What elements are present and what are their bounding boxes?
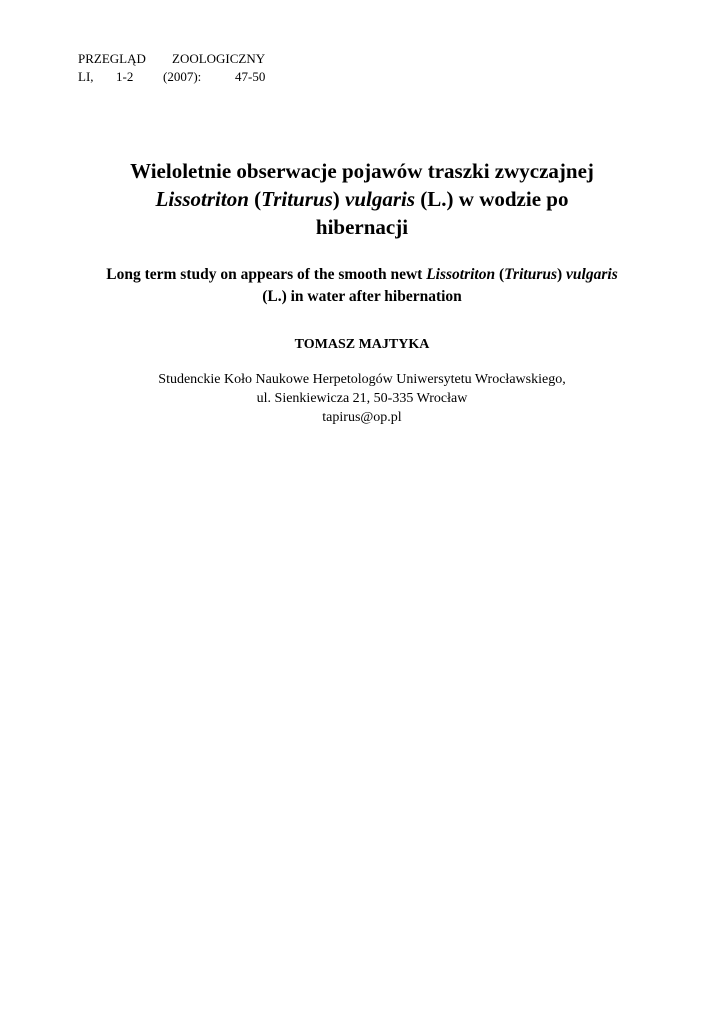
author-affiliation [60,370,664,427]
title-line-2: Lissotriton (Triturus) vulgaris (L.) w wodzie po [155,187,569,211]
subtitle-line-2: (L.) in water after hibernation [262,288,462,305]
title-line-3: hibernacji [315,215,409,239]
subtitle-subgenus: Triturus [504,266,557,283]
journal-name-row [78,50,265,68]
english-title [60,264,664,308]
journal-issue: 1-2 [116,69,134,84]
title-genus: Lissotriton [155,187,249,211]
author-email[interactable]: tapirus@op.pl [322,410,402,425]
journal-header [78,50,265,86]
journal-name-2: ZOOLOGICZNY [172,51,266,66]
article-title [60,157,664,241]
subtitle-line-1: Long term study on appears of the smooth newt Lissotriton (Triturus) vulgaris [106,266,618,283]
subtitle-species: vulgaris [566,266,618,283]
affiliation-line-1: Studenckie Koło Naukowe Herpetologów Uniwersytetu Wrocławskiego, [158,372,566,387]
journal-citation-row [78,68,265,86]
journal-year: (2007): [163,69,202,84]
journal-pages: 47-50 [235,69,266,84]
title-line-1: Wieloletnie obserwacje pojawów traszki zwyczajnej [130,159,594,183]
subtitle-prefix: Long term study on appears of the smooth newt [106,266,423,283]
author-name: TOMASZ MAJTYKA [294,337,430,352]
title-subgenus: Triturus [261,187,333,211]
title-line-2-rest: (L.) w wodzie po [420,187,569,211]
title-species: vulgaris [345,187,416,211]
journal-name-1: PRZEGLĄD [78,51,146,66]
subtitle-genus: Lissotriton [426,266,496,283]
affiliation-line-2: ul. Sienkiewicza 21, 50-335 Wrocław [256,391,468,406]
journal-volume: LI, [78,69,94,84]
